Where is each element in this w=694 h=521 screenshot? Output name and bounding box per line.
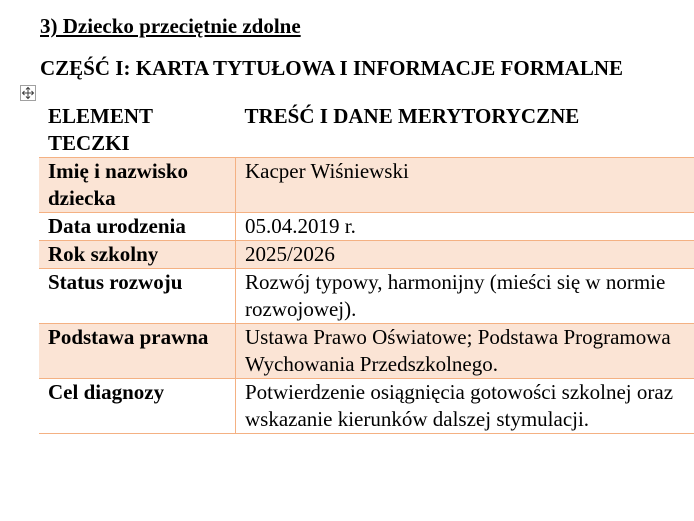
row-value-line: wskazanie kierunków dalszej stymulacji. bbox=[245, 407, 590, 431]
table-row bbox=[39, 158, 694, 213]
row-value-line: Ustawa Prawo Oświatowe; Podstawa Programowa bbox=[245, 325, 671, 349]
row-value bbox=[236, 324, 694, 379]
row-label: Data urodzenia bbox=[39, 213, 236, 241]
row-value bbox=[236, 269, 694, 324]
info-table bbox=[39, 103, 694, 434]
row-label: Cel diagnozy bbox=[39, 379, 236, 434]
info-table-container bbox=[39, 103, 694, 434]
row-value bbox=[236, 241, 694, 269]
row-label: Status rozwoju bbox=[39, 269, 236, 324]
row-value-line: Kacper Wiśniewski bbox=[245, 159, 409, 183]
row-value-line: Rozwój typowy, harmonijny (mieści się w normie bbox=[245, 270, 666, 294]
row-value bbox=[236, 213, 694, 241]
table-row bbox=[39, 269, 694, 324]
header-element: ELEMENT TECZKI bbox=[39, 103, 236, 158]
row-value-line: Wychowania Przedszkolnego. bbox=[245, 352, 498, 376]
table-row bbox=[39, 324, 694, 379]
row-value-line: rozwojowej). bbox=[245, 297, 357, 321]
row-value-line: Potwierdzenie osiągnięcia gotowości szkolnej oraz bbox=[245, 380, 674, 404]
move-arrows-icon bbox=[21, 86, 35, 100]
header-content: TREŚĆ I DANE MERYTORYCZNE bbox=[236, 103, 694, 158]
row-value bbox=[236, 379, 694, 434]
section-subheading: 3) Dziecko przeciętnie zdolne bbox=[40, 14, 301, 38]
table-move-handle[interactable] bbox=[20, 85, 36, 101]
row-label: Rok szkolny bbox=[39, 241, 236, 269]
row-label: Imię i nazwisko dziecka bbox=[39, 158, 236, 213]
table-row bbox=[39, 379, 694, 434]
part-heading: CZĘŚĆ I: KARTA TYTUŁOWA I INFORMACJE FORMALNE bbox=[40, 56, 624, 80]
row-value bbox=[236, 158, 694, 213]
table-row bbox=[39, 213, 694, 241]
row-value-line: 05.04.2019 r. bbox=[245, 214, 356, 238]
table-header-row bbox=[39, 103, 694, 158]
row-label: Podstawa prawna bbox=[39, 324, 236, 379]
table-row bbox=[39, 241, 694, 269]
row-value-line: 2025/2026 bbox=[245, 242, 335, 266]
